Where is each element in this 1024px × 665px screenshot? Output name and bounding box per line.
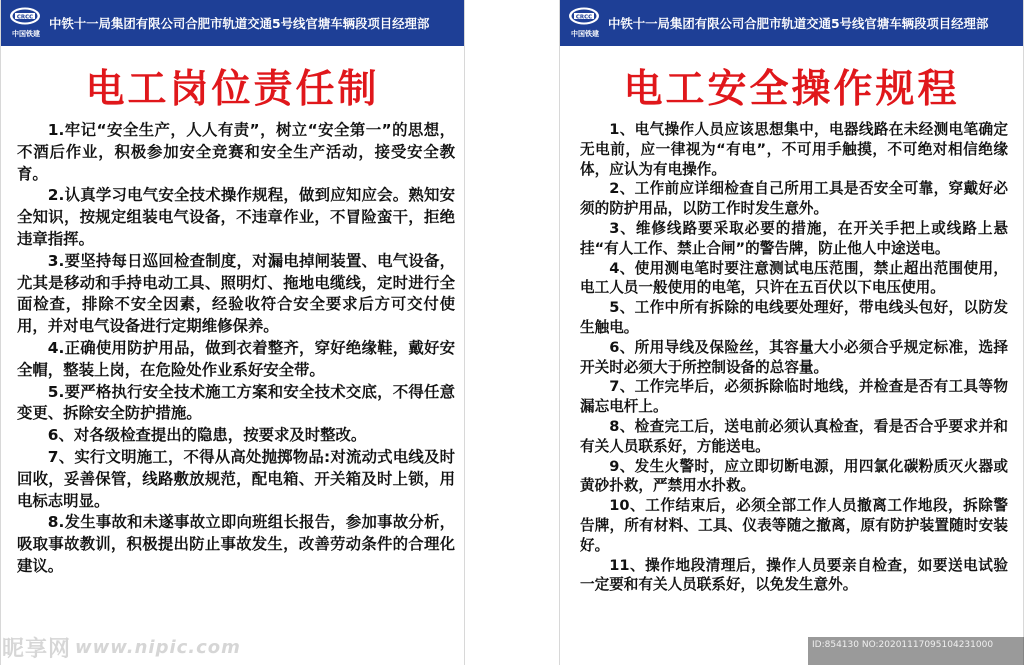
list-item: 2.认真学习电气安全技术操作规程，做到应知应会。熟知安全知识，按规定组装电气设备，不违章作业，不冒险蛮干，拒绝违章指挥。 xyxy=(17,186,455,248)
logo-text: 中国铁建 xyxy=(571,30,599,38)
list-item: 1、电气操作人员应该思想集中，电器线路在未经测电笔确定无电前，应一律视为“有电”，不可用手触摸，不可绝对相信绝缘体，应认为有电操作。 xyxy=(580,121,1008,178)
crcc-logo-icon xyxy=(568,6,600,26)
list-item: 9、发生火警时，应立即切断电源，用四氯化碳粉质灭火器或黄砂扑救，严禁用水扑救。 xyxy=(580,457,1008,495)
header-banner xyxy=(560,0,1023,46)
crcc-logo xyxy=(560,0,608,46)
list-item: 4、使用测电笔时要注意测试电压范围，禁止超出范围使用，电工人员一般使用的电笔，只许在五百伏以下电压使用。 xyxy=(580,259,1008,297)
list-item: 8.发生事故和未遂事故立即向班组长报告，参加事故分析，吸取事故教训，积极提出防止事故发生，改善劳动条件的合理化建议。 xyxy=(17,513,455,575)
watermark-url: www.nipic.com xyxy=(75,636,241,658)
list-item: 10、工作结束后，必须全部工作人员撤离工作地段，拆除警告牌，所有材料、工具、仪表等随之撤离，原有防护装置随时安装好。 xyxy=(580,497,1008,554)
svg-text:CRCC: CRCC xyxy=(16,14,34,21)
watermark-brand: 昵享网 xyxy=(2,636,72,662)
crcc-logo xyxy=(1,0,49,46)
list-item: 11、操作地段清理后，操作人员要亲自检查，如要送电试验一定要和有关人员联系好，以免发生意外。 xyxy=(580,556,1008,594)
list-item: 3、维修线路要采取必要的措施，在开关手把上或线路上悬挂“有人工作、禁止合闸”的警告牌，防止他人中途送电。 xyxy=(580,219,1008,257)
image-id-bar xyxy=(808,637,1024,665)
page-title: 电工岗位责任制 xyxy=(85,67,380,112)
image-id-text: ID:854130 NO:20201117095104231000 xyxy=(812,640,994,650)
list-item: 5.要严格执行安全技术施工方案和安全技术交底，不得任意变更、拆除安全防护措施。 xyxy=(17,382,455,423)
watermark xyxy=(2,630,241,664)
list-item: 4.正确使用防护用品，做到衣着整齐，穿好绝缘鞋，戴好安全帽，整装上岗，在危险处作业系好安全带。 xyxy=(17,338,455,379)
list-item: 6、所用导线及保险丝，其容量大小必须合乎规定标准，选择开关时必须大于所控制设备的总容量。 xyxy=(580,338,1008,376)
list-item: 8、检查完工后，送电前必须认真检查，看是否合乎要求并和有关人员联系好，方能送电。 xyxy=(580,417,1008,455)
list-item: 2、工作前应详细检查自己所用工具是否安全可靠，穿戴好必须的防护用品，以防工作时发生意外。 xyxy=(580,180,1008,218)
procedure-list xyxy=(580,120,1008,595)
list-item: 7、实行文明施工，不得从高处抛掷物品:对流动式电线及时回收，妥善保管，线路敷放规范，配电箱、开关箱及时上锁，用电标志明显。 xyxy=(17,447,455,510)
responsibility-list xyxy=(17,120,455,578)
logo-text: 中国铁建 xyxy=(12,30,40,38)
list-item: 3.要坚持每日巡回检查制度，对漏电掉闸装置、电气设备，尤其是移动和手持电动工具、照明灯、拖地电缆线，定时进行全面检查，排除不安全因素，经验收符合安全要求后方可交付使用，并对电气设备进行定期维修保养。 xyxy=(17,251,455,336)
list-item: 6、对各级检查提出的隐患，按要求及时整改。 xyxy=(47,426,367,445)
list-item: 7、工作完毕后，必须拆除临时地线，并检查是否有工具等物漏忘电杆上。 xyxy=(580,378,1008,416)
list-item: 1.牢记“安全生产，人人有责”，树立“安全第一”的思想，不酒后作业，积极参加安全竞赛和安全生产活动，接受安全教育。 xyxy=(17,121,455,183)
header-banner xyxy=(1,0,464,46)
organization-name: 中铁十一局集团有限公司合肥市轨道交通5号线官塘车辆段项目经理部 xyxy=(608,16,989,31)
left-board xyxy=(0,0,465,665)
list-item: 5、工作中所有拆除的电线要处理好，带电线头包好，以防发生触电。 xyxy=(580,299,1008,336)
right-board xyxy=(559,0,1024,665)
svg-text:CRCC: CRCC xyxy=(575,14,593,21)
organization-name: 中铁十一局集团有限公司合肥市轨道交通5号线官塘车辆段项目经理部 xyxy=(49,16,430,31)
crcc-logo-icon xyxy=(9,6,41,26)
page-title: 电工安全操作规程 xyxy=(623,67,960,112)
